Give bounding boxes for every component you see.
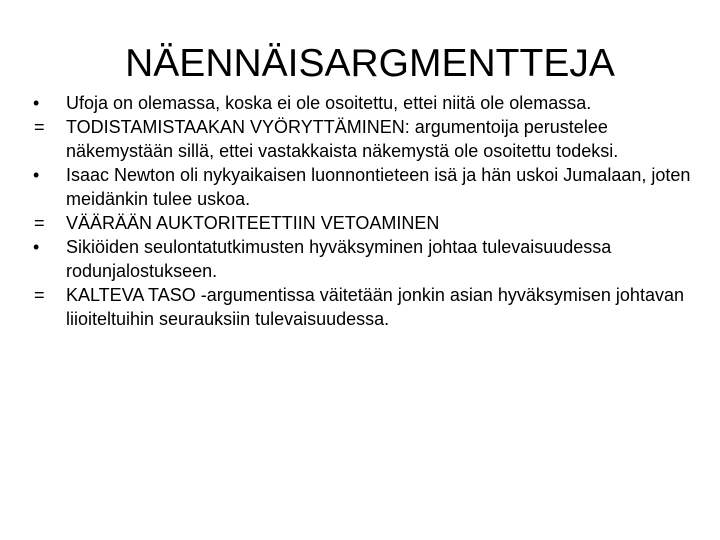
equals-marker: = xyxy=(34,213,45,233)
equals-marker: = xyxy=(34,117,45,137)
definition-item xyxy=(36,115,696,163)
definition-text: TODISTAMISTAAKAN VYÖRYTTÄMINEN: argumentoija perustelee näkemystään sillä, ettei vastakkaista näkemystä ole osoitettu todeksi. xyxy=(66,117,619,161)
bullet-item xyxy=(33,163,696,211)
bullet-item xyxy=(33,91,696,115)
bullet-text: Isaac Newton oli nykyaikaisen luonnontieteen isä ja hän uskoi Jumalaan, joten meidänkin tulee uskoa. xyxy=(66,165,691,209)
definition-text: VÄÄRÄÄN AUKTORITEETTIIN VETOAMINEN xyxy=(66,213,440,233)
definition-item xyxy=(36,211,696,235)
bullet-text: Ufoja on olemassa, koska ei ole osoitettu, ettei niitä ole olemassa. xyxy=(66,93,592,113)
equals-marker: = xyxy=(34,285,45,305)
slide-content xyxy=(33,91,696,331)
bullet-marker: • xyxy=(33,237,40,257)
bullet-marker: • xyxy=(33,93,40,113)
slide-title: NÄENNÄISARGMENTTEJA xyxy=(125,42,615,85)
bullet-item xyxy=(33,235,696,283)
definition-text: KALTEVA TASO -argumentissa väitetään jonkin asian hyväksymisen johtavan liioiteltuihin seurauksiin tulevaisuudessa. xyxy=(66,285,684,329)
bullet-text: Sikiöiden seulontatutkimusten hyväksyminen johtaa tulevaisuudessa rodunjalostukseen. xyxy=(66,237,612,281)
definition-item xyxy=(36,283,696,331)
bullet-marker: • xyxy=(33,165,40,185)
